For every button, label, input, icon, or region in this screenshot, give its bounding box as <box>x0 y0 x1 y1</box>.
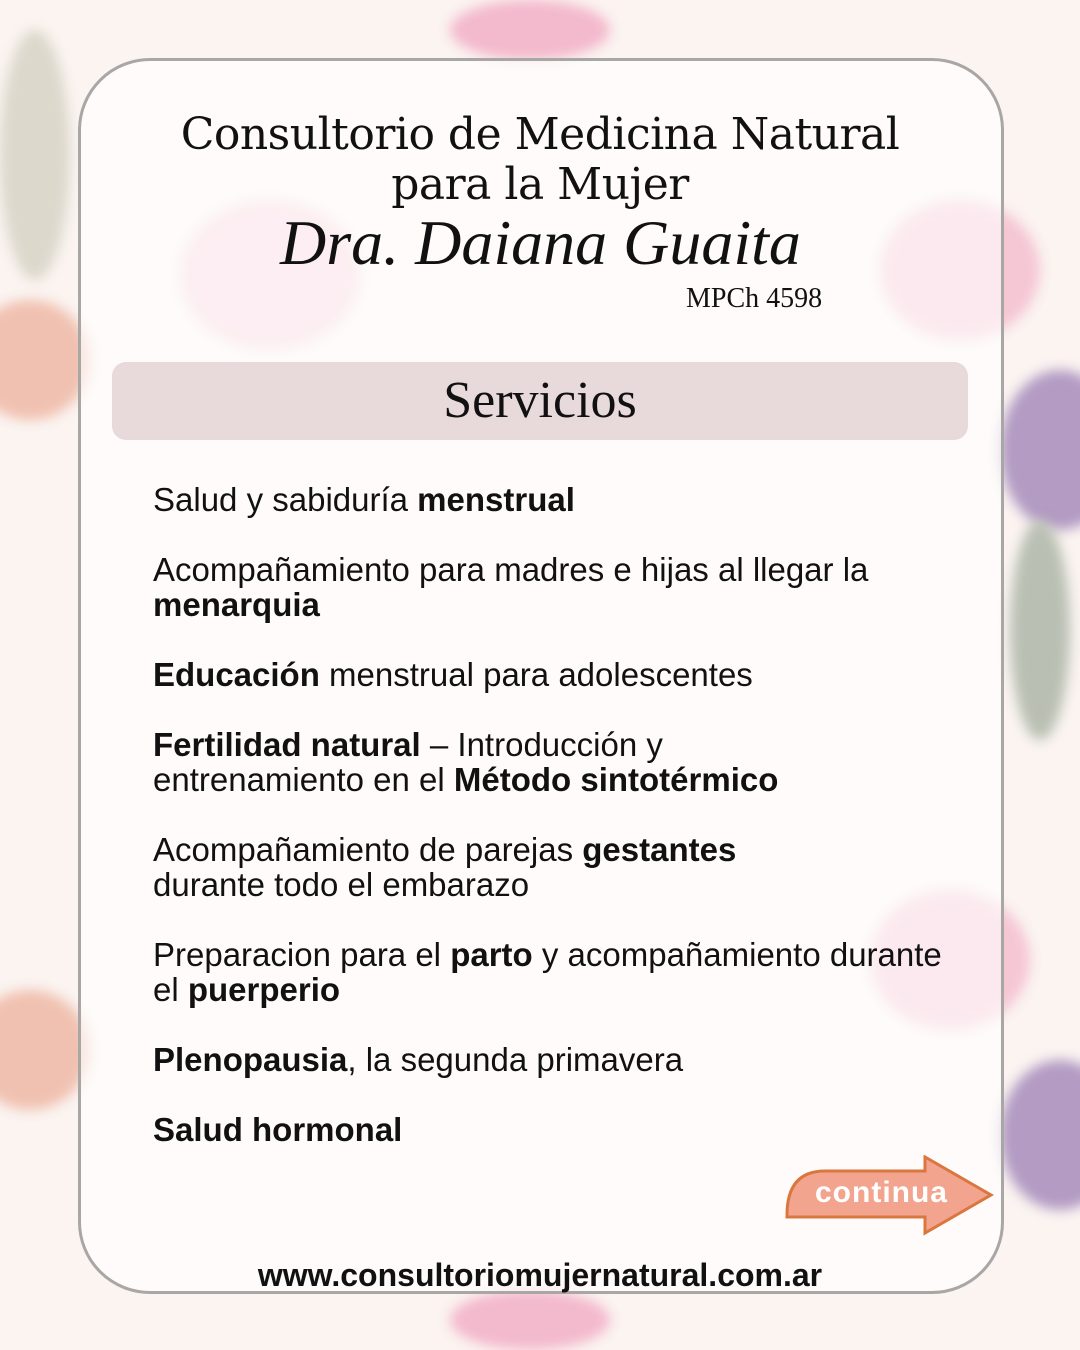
doctor-signature: Dra. Daiana Guaita <box>280 207 801 278</box>
service-item: Preparacion para el parto y acompañamiento durante el puerperio <box>153 936 942 1008</box>
continue-arrow-button[interactable] <box>785 1155 995 1237</box>
service-item: Acompañamiento para madres e hijas al llegar la menarquia <box>153 551 869 623</box>
services-list <box>153 482 963 1182</box>
website-link[interactable]: www.consultoriomujernatural.com.ar <box>257 1257 823 1293</box>
service-item: Educación menstrual para adolescentes <box>153 656 753 693</box>
title-line-2: para la Mujer <box>391 159 689 210</box>
service-item: Plenopausia, la segunda primavera <box>153 1041 684 1078</box>
license-number: MPCh 4598 <box>686 283 823 314</box>
clinic-title <box>0 110 1080 210</box>
service-item: Fertilidad natural – Introducción y entrenamiento en el Método sintotérmico <box>153 726 779 798</box>
section-title: Servicios <box>443 372 637 429</box>
title-line-1: Consultorio de Medicina Natural <box>180 109 900 160</box>
service-item: Salud hormonal <box>153 1111 403 1148</box>
service-item: Acompañamiento de parejas gestantes durante todo el embarazo <box>153 831 737 903</box>
service-item: Salud y sabiduría menstrual <box>153 481 575 518</box>
continue-label: continua <box>815 1176 948 1209</box>
section-banner <box>112 362 968 440</box>
